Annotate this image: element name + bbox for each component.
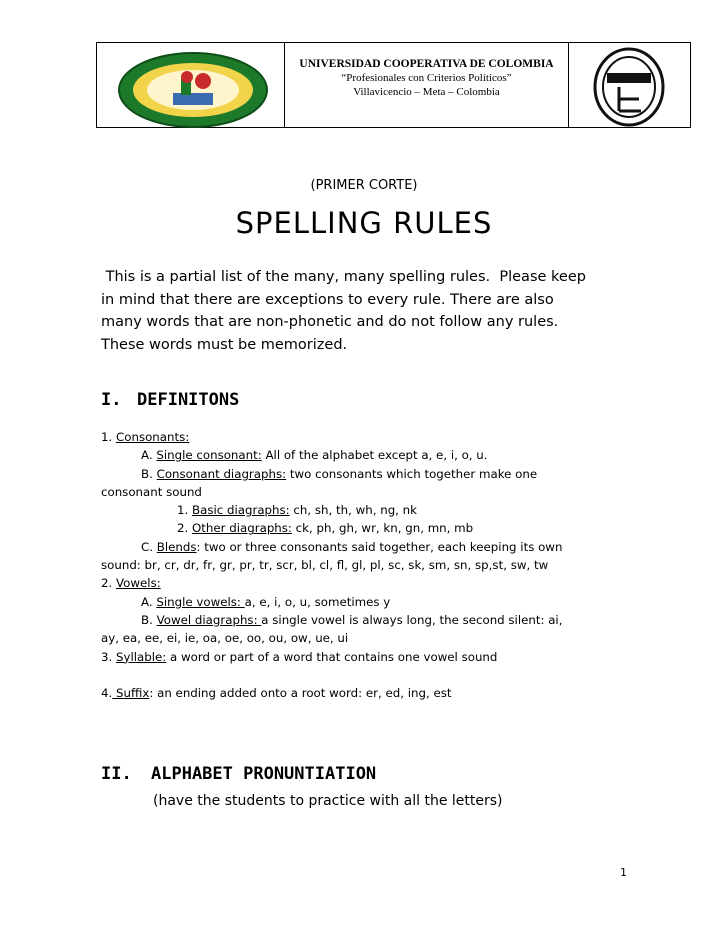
corpaena-logo xyxy=(593,47,665,127)
definition-text: ch, sh, th, wh, ng, nk xyxy=(289,503,417,518)
definition-text: a single vowel is always long, the second silent: ai, xyxy=(261,612,563,627)
definition-text: two consonants which together make one xyxy=(286,466,538,481)
item-number: 1. xyxy=(177,503,193,518)
term-syllable: Syllable: xyxy=(116,649,167,664)
list-item xyxy=(101,428,621,446)
list-item xyxy=(101,611,621,629)
section-title: DEFINITONS xyxy=(137,390,240,410)
definition-text: : two or three consonants said together, each keeping its own xyxy=(196,539,563,554)
term-other-diagraphs: Other diagraphs: xyxy=(192,521,292,536)
term-consonants: Consonants: xyxy=(116,430,190,444)
subtitle: (PRIMER CORTE) xyxy=(310,178,418,193)
item-number: 4. xyxy=(101,685,113,700)
term-single-consonant: Single consonant: xyxy=(156,448,262,463)
section-number: II. xyxy=(101,764,132,784)
list-item xyxy=(101,684,621,702)
section-heading-alphabet xyxy=(101,764,376,784)
list-item xyxy=(101,519,621,537)
list-item-continuation: ay, ea, ee, ei, ie, oa, oe, oo, ou, ow, ue, ui xyxy=(101,631,349,646)
university-motto: “Profesionales con Criterios Políticos” xyxy=(341,72,512,84)
term-vowels: Vowels: xyxy=(116,576,161,591)
item-letter: C. xyxy=(141,539,157,554)
header-middle-cell xyxy=(285,43,569,127)
list-item xyxy=(101,501,621,519)
intro-line: This is a partial list of the many, many spelling rules. Please keep xyxy=(101,269,586,285)
page-number: 1 xyxy=(620,866,627,879)
intro-paragraph xyxy=(101,266,641,356)
list-item xyxy=(101,538,621,556)
definition-text: ck, ph, gh, wr, kn, gn, mn, mb xyxy=(291,521,474,536)
intro-line: These words must be memorized. xyxy=(101,336,348,353)
definition-text: All of the alphabet except a, e, i, o, u. xyxy=(261,448,488,463)
header-left-cell xyxy=(97,43,285,127)
term-single-vowels: Single vowels: xyxy=(156,594,245,609)
term-consonant-diagraphs: Consonant diagraphs: xyxy=(156,466,287,481)
item-letter: B. xyxy=(141,466,157,481)
university-location: Villavicencio – Meta – Colombia xyxy=(353,86,500,98)
term-vowel-diagraphs: Vowel diagraphs: xyxy=(156,612,262,627)
item-number: 1. xyxy=(101,430,117,444)
term-suffix: Suffix xyxy=(112,685,150,700)
header-right-cell xyxy=(569,43,690,127)
intro-line: in mind that there are exceptions to every rule. There are also xyxy=(101,291,554,308)
section-instruction: (have the students to practice with all the letters) xyxy=(153,793,503,809)
item-letter: A. xyxy=(141,594,157,609)
list-item xyxy=(101,593,621,611)
item-number: 2. xyxy=(177,521,193,536)
list-item xyxy=(101,446,621,464)
list-item-continuation: consonant sound xyxy=(101,484,202,499)
item-number: 2. xyxy=(101,576,117,591)
document-title: SPELLING RULES xyxy=(235,206,493,240)
list-item xyxy=(101,648,621,666)
definition-text: a, e, i, o, u, sometimes y xyxy=(244,594,391,609)
item-number: 3. xyxy=(101,649,117,664)
definition-text: : an ending added onto a root word: er, ed, ing, est xyxy=(149,685,452,700)
item-letter: A. xyxy=(141,448,157,463)
item-letter: B. xyxy=(141,612,157,627)
university-logo xyxy=(117,51,269,129)
university-name: UNIVERSIDAD COOPERATIVA DE COLOMBIA xyxy=(299,58,554,70)
list-item xyxy=(101,465,621,483)
intro-line: many words that are non-phonetic and do not follow any rules. xyxy=(101,314,559,330)
definitions-list xyxy=(101,428,621,702)
section-number: I. xyxy=(101,390,122,410)
list-item-continuation: sound: br, cr, dr, fr, gr, pr, tr, scr, bl, cl, fl, gl, pl, sc, sk, sm, sn, sp,st, sw, tw xyxy=(101,558,549,573)
term-basic-diagraphs: Basic diagraphs: xyxy=(192,503,290,518)
list-item xyxy=(101,574,621,592)
term-blends: Blends xyxy=(156,539,197,554)
section-title: ALPHABET PRONUNTIATION xyxy=(151,764,377,784)
section-heading-definitions xyxy=(101,390,239,410)
definition-text: a word or part of a word that contains one vowel sound xyxy=(166,649,498,664)
document-header xyxy=(96,42,691,128)
